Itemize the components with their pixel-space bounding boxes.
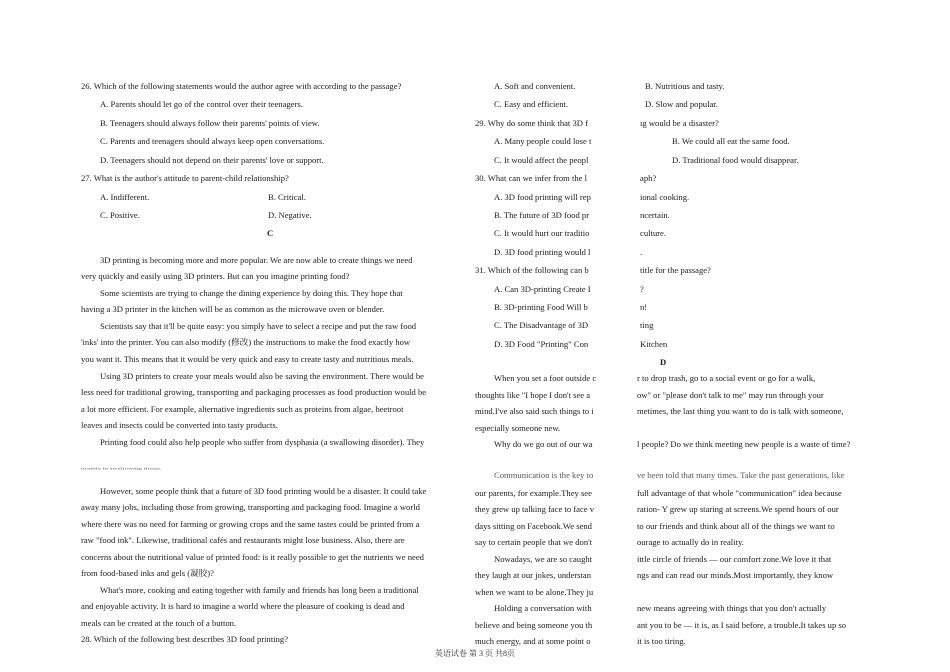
passage-d-fragment: When you set a foot outside c (494, 373, 597, 383)
passage-d-fragment: ve been told that many times. Take the past generations, like (637, 470, 845, 480)
passage-d-fragment: ourage to actually do in reality. (637, 537, 744, 547)
passage-c-line-cut: trouble in swallowing tlrean. (81, 466, 162, 471)
question-26-option-b: B. Teenagers should always follow their parents' points of view. (100, 118, 320, 128)
passage-c-line: very quickly and easily using 3D printers. But can you imagine printing food? (81, 271, 350, 281)
passage-d-fragment: much energy, and at some point o (475, 636, 591, 646)
passage-d-fragment: metimes, the last thing you want to do is talk with someone, (637, 406, 844, 416)
question-29-stem-continued: ıg would be a disaster? (640, 118, 719, 128)
question-30-option-b: B. The future of 3D food pr (494, 210, 590, 220)
passage-d-fragment: ant you to be — it is, as I said before, a trouble.It takes up so (637, 620, 847, 630)
question-28-stem: 28. Which of the following best describes 3D food printing? (81, 634, 289, 644)
passage-d-fragment: ngs and can read our minds.Most importantly, they know (637, 570, 834, 580)
passage-d-fragment: Holding a conversation with (494, 603, 592, 613)
passage-d-fragment: believe and being someone you th (475, 620, 593, 630)
passage-c-line: Using 3D printers to create your meals would also be saving the environment. There would be (100, 371, 424, 381)
passage-c-line: away many jobs, including those from growing, transporting and packaging food. Imagine a world (81, 502, 420, 512)
passage-d-fragment: especially someone new. (475, 423, 561, 433)
passage-d-fragment: Communication is the key to (494, 470, 594, 480)
question-31-option-d: D. 3D Food "Printing" Con (494, 339, 589, 349)
passage-d-fragment: mind.I've also said such things to i (475, 406, 594, 416)
question-30-option-c-continued: culture. (640, 228, 667, 238)
passage-d-fragment: our parents, for example.They see (475, 488, 592, 498)
question-30-stem: 30. What can we infer from the l (475, 173, 587, 183)
passage-c-line: Scientists say that it'll be quite easy: you simply have to select a recipe and put the raw food (100, 321, 417, 331)
passage-d-fragment: l people? Do we think meeting new people is a waste of time? (637, 439, 851, 449)
passage-c-line: having a 3D printer in the kitchen will be as common as the microwave oven or blender. (81, 304, 385, 314)
passage-c-line: What's more, cooking and eating together with family and friends has long been a traditional (100, 585, 419, 595)
passage-c-line: and enjoyable activity. It is hard to imagine a world where the pleasure of cooking is dead and (81, 601, 405, 611)
passage-d-fragment: days sitting on Facebook.We send (475, 521, 592, 531)
passage-c-line: meals can be created at the touch of a button. (81, 618, 237, 628)
passage-d-fragment: when we want to be alone.They ju (475, 587, 594, 597)
question-31-stem-continued: title for the passage? (640, 265, 711, 275)
passage-d-fragment: say to certain people that we don't (475, 537, 593, 547)
passage-d-fragment: ow" or "please don't talk to me" may run through your (637, 390, 824, 400)
question-31-option-b: B. 3D-printing Food Will b (494, 302, 588, 312)
passage-d-fragment: to our friends and think about all of the things we want to (637, 521, 835, 531)
passage-d-fragment: ittle circle of friends — our comfort zone.We love it that (637, 554, 832, 564)
question-27-option-b: B. Critical. (268, 192, 306, 202)
passage-c-line: Some scientists are trying to change the dining experience by doing this. They hope that (100, 288, 403, 298)
passage-d-fragment: Why do we go out of our wa (494, 439, 593, 449)
question-29-option-d: D. Traditional food would disappear. (672, 155, 799, 165)
question-28-option-d: D. Slow and popular. (645, 99, 718, 109)
question-31-option-d-continued: Kitchen (640, 339, 668, 349)
section-d-heading: D (660, 357, 667, 367)
passage-c-line: leaves and insects could be converted into tasty products. (81, 420, 278, 430)
question-31-stem: 31. Which of the following can b (475, 265, 589, 275)
question-29-option-a: A. Many people could lose t (494, 136, 592, 146)
question-31-option-c-continued: ting (640, 320, 654, 330)
question-31-option-a: A. Can 3D-printing Create I (494, 284, 591, 294)
question-30-option-c: C. It would hurt our traditio (494, 228, 590, 238)
passage-c-line: you want it. This means that it would be very quick and easy to create tasty and nutritious meals. (81, 354, 414, 364)
page-footer: 英语试卷 第 3 页 共8页 (435, 649, 515, 658)
question-27-option-a: A. Indifferent. (100, 192, 150, 202)
question-29-option-c: C. It would affect the peopl (494, 155, 589, 165)
passage-c-line: 3D printing is becoming more and more popular. We are now able to create things we need (100, 255, 413, 265)
question-31-option-b-continued: n! (640, 302, 648, 312)
question-28-option-c: C. Easy and efficient. (494, 99, 569, 109)
passage-d-fragment: thoughts like "I hope I don't see a (475, 390, 591, 400)
passage-d-fragment: r to drop trash, go to a social event or go for a walk, (637, 373, 816, 383)
passage-c-line: from food-based inks and gels (凝胶)? (81, 568, 214, 578)
question-29-stem: 29. Why do some think that 3D f (475, 118, 588, 128)
question-30-option-a-continued: ional cooking. (640, 192, 690, 202)
question-27-option-c: C. Positive. (100, 210, 140, 220)
passage-d-fragment: Nowadays, we are so caught (494, 554, 593, 564)
question-30-option-d: D. 3D food printing would l (494, 247, 591, 257)
question-28-option-a: A. Soft and convenient. (494, 81, 576, 91)
question-26-stem: 26. Which of the following statements would the author agree with according to the passage? (81, 81, 402, 91)
passage-c-line: where there was no need for farming or growing crops and the same tastes could be printed from a (81, 519, 420, 529)
passage-d-fragment: ration- Y grew up staring at screens.We spend hours of our (637, 504, 839, 514)
question-29-option-b: B. We could all eat the same food. (672, 136, 790, 146)
passage-c-line: less need for traditional growing, transporting and packaging processes as food production would be (81, 387, 427, 397)
question-30-option-a: A. 3D food printing will rep (494, 192, 591, 202)
question-26-option-d: D. Teenagers should not depend on their parents' love or support. (100, 155, 324, 165)
passage-d-fragment: they grew up talking face to face v (475, 504, 595, 514)
question-27-stem: 27. What is the author's attitude to parent-child relationship? (81, 173, 289, 183)
passage-d-fragment: full advantage of that whole "communication" idea because (637, 488, 842, 498)
question-30-option-b-continued: ncertain. (640, 210, 670, 220)
question-27-option-d: D. Negative. (268, 210, 312, 220)
question-26-option-a: A. Parents should let go of the control over their teenagers. (100, 99, 303, 109)
passage-c-line: However, some people think that a future of 3D food printing would be a disaster. It could take (100, 486, 427, 496)
question-30-option-d-continued: . (640, 247, 643, 257)
passage-d-fragment: it is too tiring. (637, 636, 686, 646)
fold-band (0, 450, 950, 464)
passage-c-line: 'inks' into the printer. You can also modify (修改) the instructions to make the food exactly how (81, 337, 411, 347)
question-31-option-a-continued: ? (640, 284, 644, 294)
passage-c-line: a lot more efficient. For example, alternative ingredients such as proteins from algae, beetroot (81, 404, 404, 414)
passage-c-line: concerns about the nutritional value of printed food: is it really possible to get the nutrients we need (81, 552, 424, 562)
passage-c-line: raw "food ink". Likewise, traditional cafés and restaurants might lose business. Also, there are (81, 535, 405, 545)
passage-d-fragment: new means agreeing with things that you don't actually (637, 603, 827, 613)
passage-c-line: Printing food could also help people who suffer from dysphasia (a swallowing disorder). They (100, 437, 425, 447)
question-31-option-c: C. The Disadvantage of 3D (494, 320, 589, 330)
question-26-option-c: C. Parents and teenagers should always keep open conversations. (100, 136, 325, 146)
fold-gap (0, 476, 950, 482)
question-28-option-b: B. Nutritious and tasty. (645, 81, 725, 91)
section-c-heading: C (267, 228, 274, 238)
question-30-stem-continued: aph? (640, 173, 657, 183)
passage-d-fragment: they laugh at our jokes, understan (475, 570, 591, 580)
